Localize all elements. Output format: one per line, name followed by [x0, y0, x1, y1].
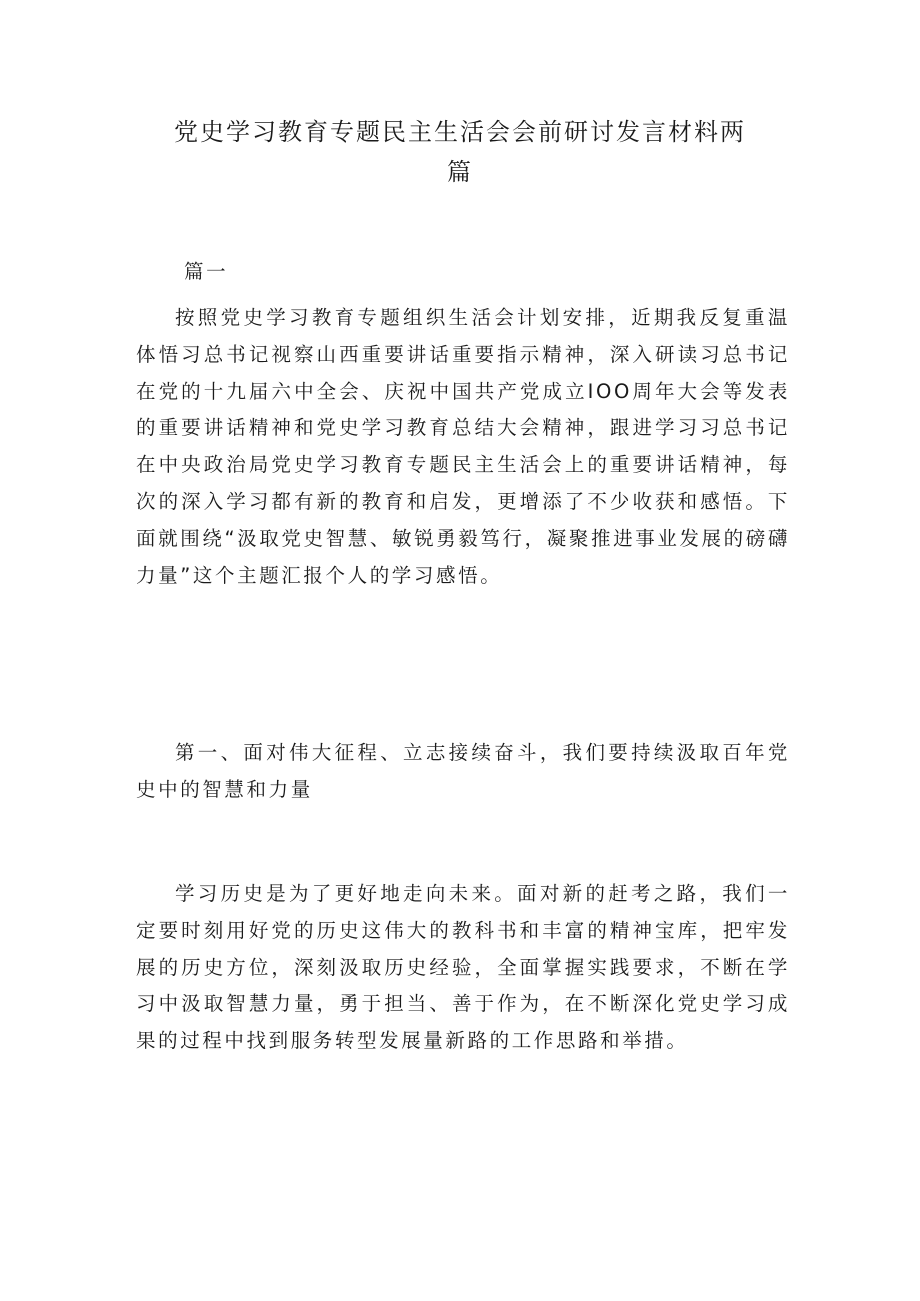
paragraph-history: 学习历史是为了更好地走向未来。面对新的赶考之路，我们一定要时刻用好党的历史这伟大的教科书和丰富的精神宝库，把牢发展的历史方位，深刻汲取历史经验，全面掌握实践要求，不断在学习中汲取智慧力量，勇于担当、善于作为，在不断深化党史学习成果的过程中找到服务转型发展量新路的工作思路和举措。 [136, 882, 790, 1053]
document-title-line-2: 篇 [447, 158, 473, 186]
section-label: 篇一 [184, 260, 229, 283]
section-heading-first: 第一、面对伟大征程、立志接续奋斗，我们要持续汲取百年党史中的智慧和力量 [136, 741, 790, 801]
paragraph-intro: 按照党史学习教育专题组织生活会计划安排，近期我反复重温体悟习总书记视察山西重要讲话重要指示精神，深入研读习总书记在党的十九届六中全会、庆祝中国共产党成立IOO周年大会等发表的重要讲话精神和党史学习教育总结大会精神，跟进学习习总书记在中央政治局党史学习教育专题民主生活会上的重要讲话精神，每次的深入学习都有新的教育和启发，更增添了不少收获和感悟。下面就围绕“汲取党史智慧、敏锐勇毅笃行，凝聚推进事业发展的磅礴力量”这个主题汇报个人的学习感悟。 [136, 306, 790, 587]
document-title-line-1: 党史学习教育专题民主生活会会前研讨发言材料两 [174, 118, 746, 146]
document-title [120, 112, 800, 192]
